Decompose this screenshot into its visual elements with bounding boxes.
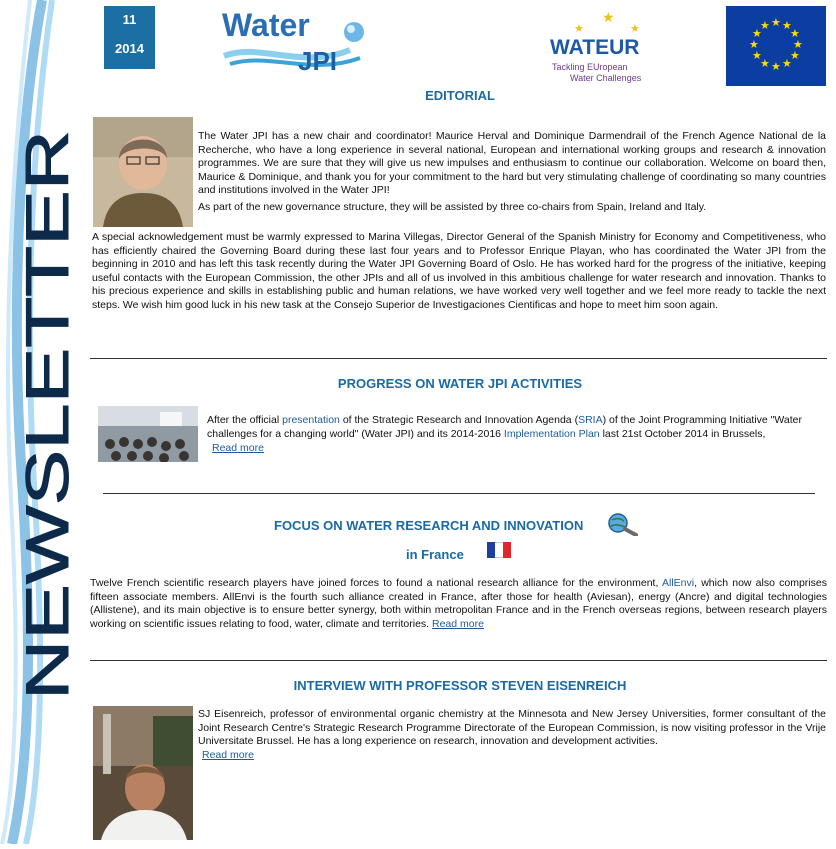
section-divider (103, 493, 815, 494)
issue-number: 11 (122, 12, 137, 27)
focus-title: FOCUS ON WATER RESEARCH AND INNOVATION (274, 518, 584, 533)
newsletter-sidebar (0, 0, 86, 844)
focus-subtitle: in France (406, 547, 464, 562)
french-flag-icon (487, 542, 511, 558)
svg-text:★: ★ (760, 57, 770, 70)
wateur-star-icon: ★ (602, 9, 615, 25)
wateur-logo-tagline-1: Tackling EUropean (552, 62, 628, 72)
editorial-paragraph-2: As part of the new governance structure, they will be assisted by three co-chairs from Spain, Ireland and Italy. (198, 201, 707, 213)
interview-text: SJ Eisenreich, professor of environmental organic chemistry at the Minnesota and New Jersey Universities, former consultant of the Joint Research Centre's Strategic Research Programme Directorate of the European Commission, is now visiting professor in the Vrije Universitate Brussel. He has a long experience on research, innovation and development activities. (198, 708, 826, 747)
implementation-plan-link[interactable]: Implementation Plan (503, 427, 600, 440)
allenvi-link[interactable]: AllEnvi (661, 577, 695, 589)
svg-text:★: ★ (749, 38, 759, 51)
water-jpi-logo-word2: JPI (298, 46, 338, 76)
svg-text:★: ★ (790, 49, 800, 62)
issue-badge (104, 6, 155, 69)
wateur-star-icon: ★ (574, 23, 584, 35)
section-divider (90, 358, 827, 359)
progress-title: PROGRESS ON WATER JPI ACTIVITIES (337, 376, 583, 391)
focus-text-part-2: , which now also comprises fifteen associate members. AllEnvi is the fourth such alliance created in France, after those for health (Aviesan), energy (Ancre) and digital technologies (Allistene), and its main objective is to ensure better synergy, both within metropolitan France and in the French overseas regions, between research players working on scientific issues relating to food, water, climate and territories. (90, 577, 827, 630)
svg-text:★: ★ (782, 19, 792, 32)
section-divider (90, 660, 827, 661)
wateur-logo-title: WATEUR (550, 36, 640, 59)
focus-read-more-link[interactable]: Read more (432, 617, 484, 630)
svg-text:★: ★ (771, 16, 781, 29)
sria-link[interactable]: SRIA (578, 414, 603, 426)
progress-text-part-2: of the Strategic Research and Innovation Agenda ( (339, 414, 579, 426)
interview-read-more-link[interactable]: Read more (202, 749, 254, 761)
wateur-logo[interactable] (546, 8, 664, 86)
editorial-photo (93, 117, 193, 227)
svg-text:★: ★ (752, 49, 762, 62)
wateur-star-icon: ★ (630, 23, 640, 35)
progress-text-part-3: ) of the Joint Programming Initiative "Water challenges for a changing world" (Water JPI) and its 2014-2016 (207, 414, 803, 440)
issue-year: 2014 (115, 41, 144, 56)
editorial-paragraph-3: A special acknowledgement must be warmly expressed to Marina Villegas, Director General of the Spanish Ministry for Economy and Competitiveness, who has efficiently chaired the Governing Board during these last four years and to Professor Enrique Playan, who has coordinated the Water JPI from the beginning in 2010 and has left this task recently during the Water JPI Governing Board of Oslo. He has worked hard for the progress of the initiative, keeping useful contacts with the European Commission, the other JPIs and all of us involved in this ambitious challenge for water research and innovation. Thanks to his precious experience and skills in establishing public and human relations, we have worked very well together and we feel more ready to tackle the next steps. We wish him good luck in his new task at the Consejo Superior de Investigaciones Cientificas and hope to meet him soon again. (92, 231, 826, 311)
focus-text-part-1: Twelve French scientific research players have joined forces to found a national research alliance for the environment, (90, 577, 662, 589)
water-jpi-logo-word1: Water (222, 7, 310, 43)
svg-text:★: ★ (771, 60, 781, 73)
svg-text:★: ★ (752, 27, 762, 40)
focus-text (90, 577, 827, 631)
progress-photo (98, 406, 198, 462)
eu-flag-icon (726, 6, 826, 86)
presentation-link[interactable]: presentation (282, 414, 340, 426)
svg-text:★: ★ (790, 27, 800, 40)
editorial-paragraph-1: The Water JPI has a new chair and coordinator! Maurice Herval and Dominique Darmendrail of the French Agence National de la Recherche, who have a long experience in several national, European and international working groups and research & innovation programmes. We are sure that they will give us new impulses and enthusiasm to continue our collaboration. Welcome on board then, Maurice & Dominique, and thank you for your commitment to the hard but very stimulating challenge of coordinating so many countries and institutions involved in the Water JPI! (198, 130, 826, 196)
svg-text:★: ★ (760, 19, 770, 32)
svg-text:★: ★ (782, 57, 792, 70)
water-jpi-logo[interactable] (220, 6, 368, 76)
editorial-title: EDITORIAL (425, 88, 495, 103)
magnifier-globe-icon (604, 512, 640, 536)
newsletter-vertical-label: NEWSLETTER (14, 289, 81, 700)
progress-text (207, 414, 826, 441)
progress-text-part-4: last 21st October 2014 in Brussels, (599, 427, 766, 440)
progress-read-more-link[interactable]: Read more (212, 442, 264, 454)
interview-photo (93, 706, 193, 840)
progress-text-part-1: After the official (207, 414, 283, 426)
interview-title: INTERVIEW WITH PROFESSOR STEVEN EISENREICH (293, 678, 627, 693)
wateur-logo-tagline-2: Water Challenges (570, 73, 642, 83)
svg-text:★: ★ (793, 38, 803, 51)
